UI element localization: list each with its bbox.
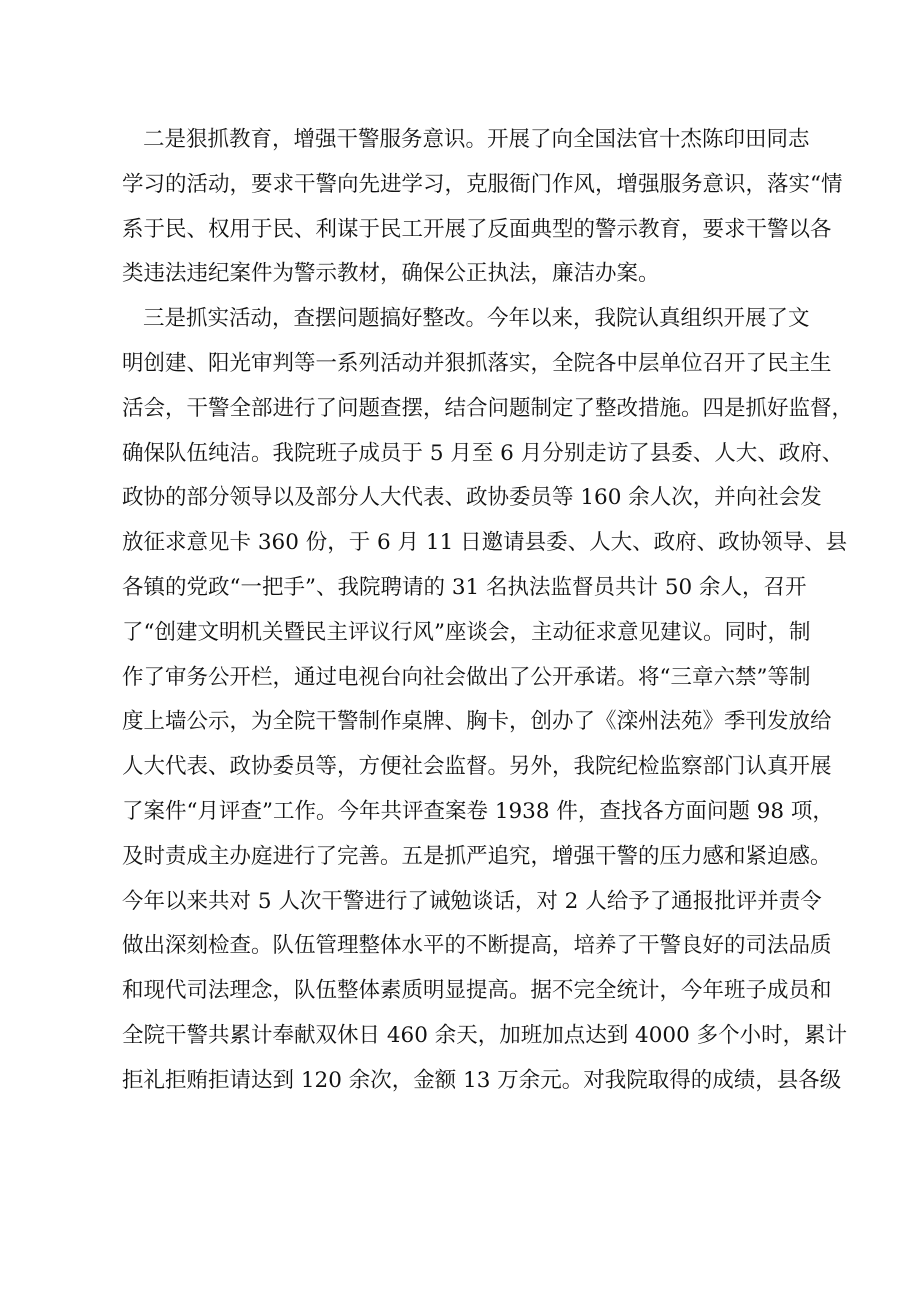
text-line: 类违法违纪案件为警示教材，确保公正执法，廉洁办案。 [122, 261, 660, 287]
text-line: 活会，干警全部进行了问题查摆，结合问题制定了整改措施。四是抓好监督， [122, 395, 854, 421]
text-line: 和现代司法理念，队伍整体素质明显提高。据不完全统计，今年班子成员和 [122, 978, 832, 1004]
text-line: 了“创建文明机关暨民主评议行风”座谈会，主动征求意见建议。同时，制 [122, 619, 811, 645]
text-line: 确保队伍纯洁。我院班子成员于 5 月至 6 月分别走访了县委、人大、政府、 [122, 440, 844, 466]
text-line: 做出深刻检查。队伍管理整体水平的不断提高，培养了干警良好的司法品质 [122, 933, 832, 959]
text-line: 今年以来共对 5 人次干警进行了诫勉谈话，对 2 人给予了通报批评并责令 [122, 888, 822, 914]
paragraph-education [122, 118, 843, 297]
text-line: 学习的活动，要求干警向先进学习，克服衙门作风，增强服务意识，落实“情 [122, 171, 843, 197]
text-line: 拒礼拒贿拒请达到 120 余次，金额 13 万余元。对我院取得的成绩，县各级 [122, 1067, 842, 1093]
body-text [122, 118, 854, 1104]
text-line: 二是狠抓教育，增强干警服务意识。开展了向全国法官十杰陈印田同志 [143, 127, 810, 152]
text-line: 了案件“月评查”工作。今年共评查案卷 1938 件，查找各方面问题 98 项， [122, 798, 834, 824]
text-line: 作了审务公开栏，通过电视台向社会做出了公开承诺。将“三章六禁”等制 [122, 664, 811, 690]
text-line: 明创建、阳光审判等一系列活动并狠抓落实，全院各中层单位召开了民主生 [122, 350, 832, 376]
text-line: 放征求意见卡 360 份，于 6 月 11 日邀请县委、人大、政府、政协领导、县 [122, 530, 848, 556]
text-line: 及时责成主办庭进行了完善。五是抓严追究，增强干警的压力感和紧迫感。 [122, 843, 832, 869]
text-line: 人大代表、政协委员等，方便社会监督。另外，我院纪检监察部门认真开展 [122, 754, 832, 780]
text-line: 全院干警共累计奉献双休日 460 余天，加班加点达到 4000 多个小时，累计 [122, 1022, 848, 1048]
text-line: 各镇的党政“一把手”、我院聘请的 31 名执法监督员共计 50 余人，召开 [122, 574, 807, 600]
paragraph-activities [122, 297, 854, 1103]
text-line: 度上墙公示，为全院干警制作桌牌、胸卡，创办了《滦州法苑》季刊发放给 [122, 709, 832, 735]
text-line: 三是抓实活动，查摆问题搞好整改。今年以来，我院认真组织开展了文 [143, 306, 810, 332]
text-line: 系于民、权用于民、利谋于民工开展了反面典型的警示教育，要求干警以各 [122, 216, 832, 242]
text-line: 政协的部分领导以及部分人大代表、政协委员等 160 余人次，并向社会发 [122, 485, 822, 511]
